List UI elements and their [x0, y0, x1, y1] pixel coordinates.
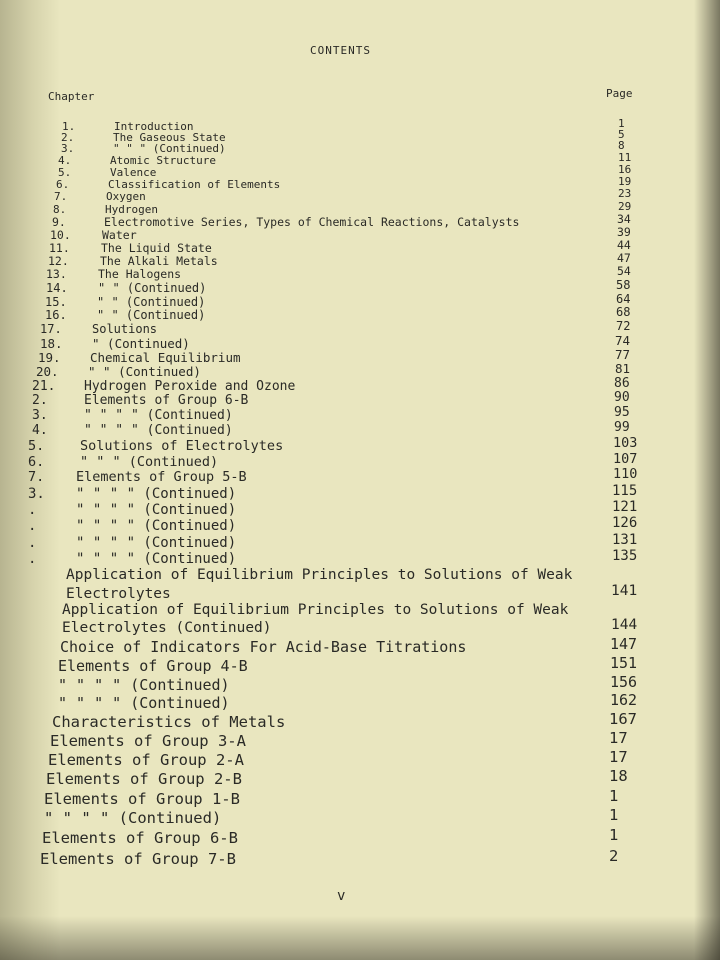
page-number: 144: [611, 617, 638, 633]
page-number: 131: [612, 532, 638, 548]
page-number: 81: [615, 361, 631, 376]
chapter-title: Water: [102, 228, 137, 242]
chapter-title: " " " " (Continued): [58, 694, 230, 712]
chapter-title: Elements of Group 4-B: [58, 657, 248, 675]
chapter-number: 3.: [28, 486, 45, 502]
page-number: 64: [616, 292, 631, 306]
chapter-title: Introduction: [114, 120, 194, 133]
chapter-title: Atomic Structure: [110, 154, 216, 167]
page-number: 17: [609, 748, 628, 766]
chapter-title: " " " " (Continued): [58, 676, 230, 694]
chapter-number: 12.: [48, 254, 69, 268]
page-number: 135: [612, 548, 638, 564]
chapter-title: " (Continued): [92, 336, 190, 351]
page-number: 103: [613, 435, 638, 451]
chapter-number: .: [28, 518, 37, 534]
chapter-title: " " " " (Continued): [84, 423, 233, 438]
chapter-title: " " " " (Continued): [44, 809, 222, 827]
page-number: 90: [614, 390, 630, 405]
chapter-title: Hydrogen: [105, 203, 158, 216]
chapter-title: Chemical Equilibrium: [90, 350, 241, 365]
chapter-title: Electrolytes: [66, 586, 171, 602]
chapter-title: Solutions of Electrolytes: [80, 438, 284, 454]
page-number: 8: [618, 139, 625, 152]
chapter-title: Electrolytes (Continued): [62, 620, 272, 636]
page-number: 47: [617, 251, 631, 265]
page-number: 17: [609, 729, 628, 747]
page-number: 95: [614, 405, 630, 420]
chapter-column-header: Chapter: [48, 90, 95, 103]
chapter-title: Elements of Group 6-B: [42, 829, 238, 847]
page-number: 1: [609, 787, 619, 805]
chapter-title: " " (Continued): [97, 295, 206, 309]
page-column-header: Page: [606, 87, 633, 100]
chapter-number: 14.: [46, 281, 68, 295]
chapter-number: 21.: [32, 379, 56, 394]
page-number: 5: [618, 128, 625, 141]
chapter-title: " " " " (Continued): [76, 502, 237, 518]
page-number: 151: [610, 654, 638, 672]
chapter-number: 2.: [32, 393, 48, 408]
chapter-title: " " " " (Continued): [76, 551, 237, 567]
chapter-title: Elements of Group 3-A: [50, 732, 246, 750]
chapter-number: 9.: [52, 215, 66, 229]
page-number: 147: [610, 635, 638, 653]
chapter-title: The Gaseous State: [113, 131, 226, 144]
chapter-title: Elements of Group 6-B: [84, 393, 249, 408]
chapter-title: Elements of Group 2-A: [48, 751, 244, 769]
chapter-title: Classification of Elements: [108, 178, 281, 191]
chapter-title: Hydrogen Peroxide and Ozone: [84, 379, 296, 394]
chapter-title: Elements of Group 1-B: [44, 790, 240, 808]
page-number: 156: [610, 673, 638, 691]
chapter-number: 17.: [40, 322, 62, 336]
chapter-title: " " " " (Continued): [76, 518, 237, 534]
chapter-number: 3.: [32, 408, 48, 423]
page-number: 2: [609, 847, 619, 865]
page-number: 1: [618, 117, 625, 130]
chapter-title: Solutions: [92, 322, 158, 336]
chapter-title: " " " (Continued): [80, 454, 219, 470]
chapter-title: Electromotive Series, Types of Chemical Reactions, Catalysts: [104, 215, 520, 229]
page-number: 68: [616, 305, 631, 319]
page-number: 110: [613, 466, 638, 482]
chapter-number: 1.: [62, 120, 76, 133]
chapter-number: 3.: [61, 142, 75, 155]
chapter-number: 18.: [40, 336, 63, 351]
chapter-title: Application of Equilibrium Principles to Solutions of Weak: [62, 602, 569, 618]
chapter-title: " " (Continued): [88, 364, 201, 379]
page-number: 121: [612, 499, 638, 515]
page-number: 74: [615, 333, 631, 348]
chapter-number: 8.: [53, 203, 67, 216]
chapter-title: Choice of Indicators For Acid-Base Titrations: [60, 638, 467, 656]
chapter-title: " " (Continued): [98, 281, 207, 295]
chapter-number: 7.: [54, 190, 68, 203]
chapter-title: " " (Continued): [97, 308, 206, 322]
chapter-title: Characteristics of Metals: [52, 713, 286, 731]
page-number: 18: [609, 767, 628, 785]
page-bottom-shadow: [0, 916, 720, 960]
page-number: 126: [612, 515, 638, 531]
page-number: 162: [610, 691, 638, 709]
page-number: 58: [616, 278, 631, 292]
page-number: 11: [618, 151, 632, 164]
chapter-number: .: [28, 535, 37, 551]
page-edge-shadow: [694, 0, 720, 960]
page-folio: v: [337, 888, 346, 904]
chapter-title: " " " " (Continued): [76, 535, 237, 551]
chapter-number: 5.: [58, 166, 72, 179]
page-number: 72: [616, 319, 631, 333]
page-number: 44: [617, 238, 631, 252]
chapter-number: 4.: [58, 154, 72, 167]
page-number: 86: [614, 376, 630, 391]
page-number: 54: [617, 264, 631, 278]
chapter-number: 20.: [36, 364, 59, 379]
page-number: 1: [609, 826, 619, 844]
page-number: 141: [611, 583, 638, 599]
page-number: 29: [618, 200, 632, 213]
chapter-number: 19.: [38, 350, 61, 365]
chapter-number: 4.: [32, 423, 48, 438]
chapter-title: " " " (Continued): [113, 142, 226, 155]
chapter-number: 15.: [45, 295, 67, 309]
chapter-title: " " " " (Continued): [84, 408, 233, 423]
chapter-title: Application of Equilibrium Principles to Solutions of Weak: [66, 567, 573, 583]
chapter-title: The Halogens: [98, 267, 182, 281]
page-number: 23: [618, 187, 632, 200]
chapter-title: Elements of Group 7-B: [40, 850, 236, 868]
chapter-number: 6.: [28, 454, 45, 470]
page-number: 99: [614, 420, 630, 435]
page-number: 34: [617, 212, 631, 226]
page-number: 167: [609, 710, 637, 728]
chapter-number: .: [28, 502, 37, 518]
page-number: 107: [613, 451, 638, 467]
chapter-number: 6.: [56, 178, 70, 191]
chapter-number: 13.: [46, 267, 67, 281]
chapter-number: 5.: [28, 438, 45, 454]
chapter-title: Valence: [110, 166, 157, 179]
chapter-title: The Liquid State: [101, 241, 212, 255]
page-number: 39: [617, 225, 631, 239]
chapter-title: " " " " (Continued): [76, 486, 237, 502]
chapter-title: Elements of Group 5-B: [76, 469, 247, 485]
chapter-number: 10.: [50, 228, 71, 242]
chapter-number: 16.: [45, 308, 67, 322]
page-number: 16: [618, 163, 632, 176]
chapter-title: The Alkali Metals: [100, 254, 218, 268]
chapter-number: 2.: [61, 131, 75, 144]
page-number: 77: [615, 347, 631, 362]
chapter-number: .: [28, 551, 37, 567]
chapter-number: 7.: [28, 469, 45, 485]
page-number: 115: [612, 483, 638, 499]
chapter-title: Elements of Group 2-B: [46, 770, 242, 788]
page-number: 19: [618, 175, 632, 188]
contents-title: CONTENTS: [310, 44, 371, 57]
chapter-title: Oxygen: [106, 190, 146, 203]
chapter-number: 11.: [49, 241, 70, 255]
page-number: 1: [609, 806, 619, 824]
